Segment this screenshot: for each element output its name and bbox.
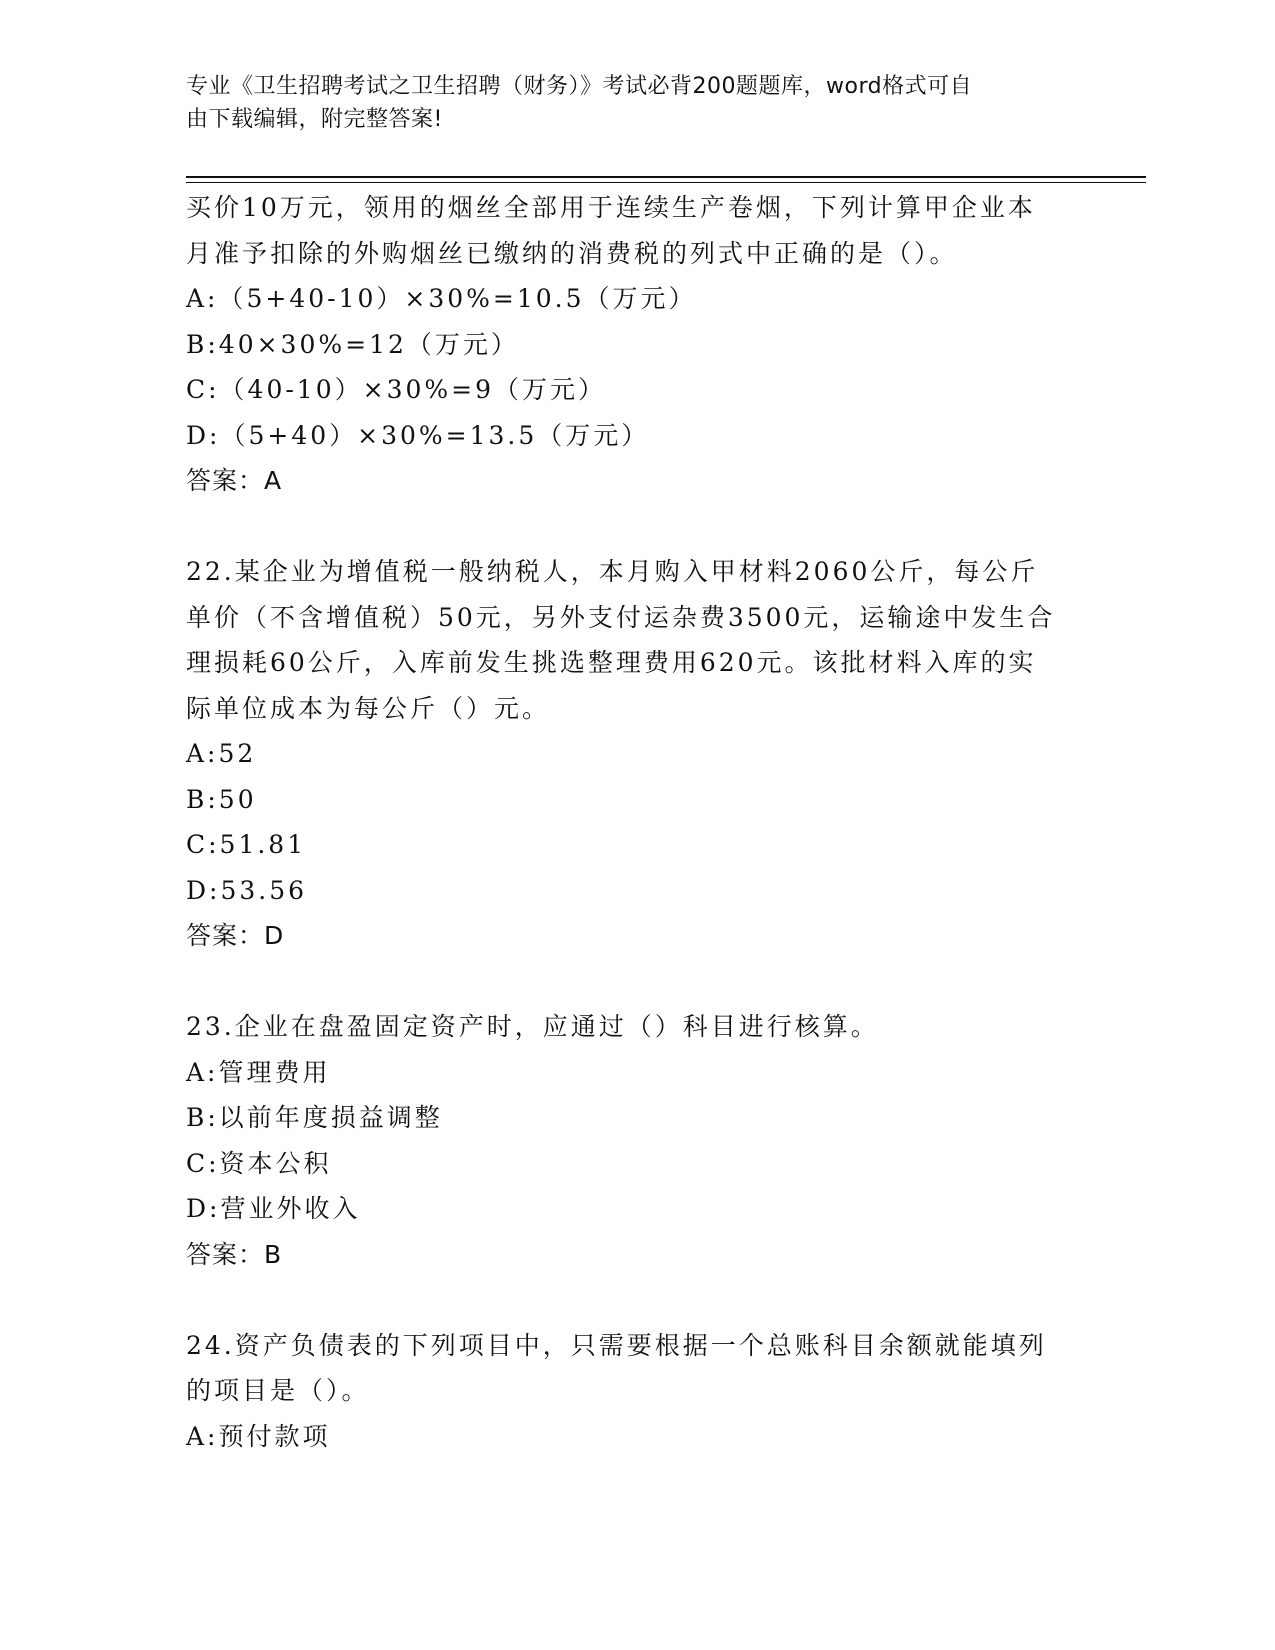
option-d: D:营业外收入 [186, 1194, 361, 1223]
header-line-2: 由下载编辑，附完整答案! [186, 107, 443, 132]
question-stem: 理损耗60公斤，入库前发生挑选整理费用620元。该批材料入库的实 [186, 648, 1037, 677]
header-divider-thick [186, 176, 1146, 178]
answer-label: 答案：B [186, 1239, 283, 1269]
option-a: A:预付款项 [186, 1421, 331, 1451]
answer-label: 答案：A [186, 466, 283, 495]
option-b: B:40×30%=12（万元） [186, 329, 519, 359]
question-stem: 单价（不含增值税）50元，另外支付运杂费3500元，运输途中发生合 [186, 602, 1056, 632]
question-stem: 23.企业在盘盈固定资产时，应通过（）科目进行核算。 [186, 1012, 879, 1041]
question-stem: 月准予扣除的外购烟丝已缴纳的消费税的列式中正确的是（）。 [186, 238, 958, 268]
question-stem: 22.某企业为增值税一般纳税人，本月购入甲材料2060公斤，每公斤 [186, 557, 1039, 586]
option-c: C:（40-10）×30%=9（万元） [186, 375, 606, 404]
header-divider-thin [186, 182, 1146, 183]
spacer [186, 1277, 1086, 1323]
document-header [186, 70, 1056, 136]
question-24 [186, 1323, 1086, 1460]
question-list [186, 185, 1086, 1459]
option-b: B:50 [186, 784, 257, 814]
option-a: A:52 [186, 739, 257, 768]
spacer [186, 959, 1086, 1005]
option-d: D:（5+40）×30%=13.5（万元） [186, 420, 650, 450]
question-22 [186, 549, 1086, 959]
spacer [186, 504, 1086, 550]
question-21 [186, 185, 1086, 504]
question-23 [186, 1004, 1086, 1277]
option-d: D:53.56 [186, 875, 308, 905]
option-a: A:（5+40-10）×30%=10.5（万元） [186, 284, 697, 313]
question-stem: 际单位成本为每公斤（）元。 [186, 693, 551, 723]
answer-label: 答案：D [186, 921, 285, 950]
option-b: B:以前年度损益调整 [186, 1103, 443, 1132]
question-stem: 买价10万元，领用的烟丝全部用于连续生产卷烟，下列计算甲企业本 [186, 193, 1036, 222]
option-c: C:51.81 [186, 830, 307, 859]
option-a: A:管理费用 [186, 1057, 331, 1087]
option-c: C:资本公积 [186, 1148, 332, 1178]
header-line-1: 专业《卫生招聘考试之卫生招聘（财务）》考试必背200题题库，word格式可自 [186, 74, 973, 99]
question-stem: 24.资产负债表的下列项目中，只需要根据一个总账科目余额就能填列 [186, 1330, 1047, 1360]
question-stem: 的项目是（）。 [186, 1376, 370, 1405]
